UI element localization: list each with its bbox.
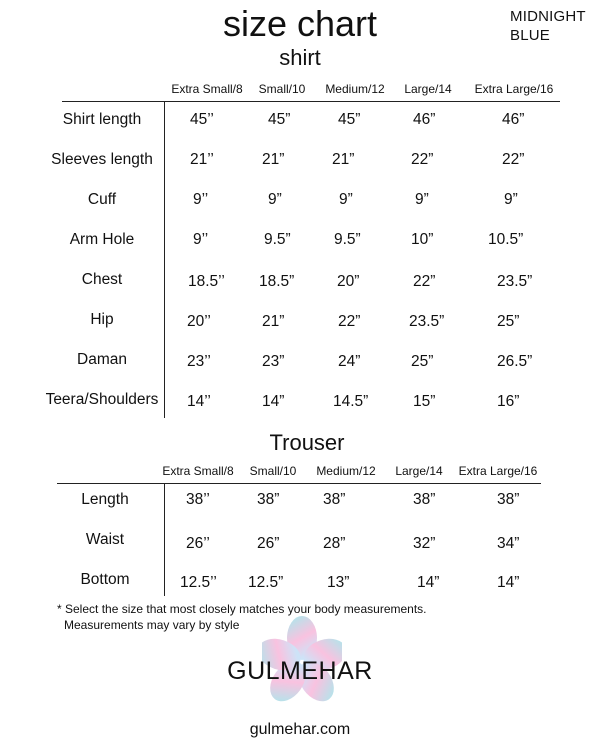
shirt-cell: 14” — [262, 393, 285, 410]
shirt-cell: 9’’ — [193, 191, 209, 208]
shirt-cell: 25” — [411, 353, 434, 370]
shirt-cell: 23.5” — [497, 273, 533, 290]
trouser-col-header: Extra Small/8 — [162, 464, 234, 478]
shirt-cell: 20’’ — [187, 313, 211, 330]
shirt-header-divider — [62, 101, 560, 102]
trouser-cell: 38” — [497, 491, 520, 508]
shirt-cell: 14.5” — [333, 393, 369, 410]
shirt-col-header: Extra Large/16 — [474, 82, 554, 96]
trouser-header-divider — [57, 483, 541, 484]
shirt-row-label: Sleeves length — [51, 151, 153, 168]
shirt-cell: 22” — [338, 313, 361, 330]
trouser-title: Trouser — [269, 430, 345, 455]
shirt-cell: 22” — [413, 273, 436, 290]
shirt-cell: 9.5” — [334, 231, 361, 248]
trouser-cell: 38” — [257, 491, 280, 508]
shirt-cell: 20” — [337, 273, 360, 290]
trouser-col-header: Small/10 — [249, 464, 297, 478]
shirt-cell: 14’’ — [187, 393, 211, 410]
shirt-row-label: Cuff — [87, 191, 117, 208]
shirt-cell: 22” — [502, 151, 525, 168]
brand-name: GULMEHAR — [227, 657, 373, 685]
trouser-row-label: Length — [81, 491, 129, 508]
trouser-row-label: Bottom — [80, 571, 130, 588]
shirt-cell: 10.5” — [488, 231, 524, 248]
shirt-cell: 18.5” — [259, 273, 295, 290]
shirt-cell: 45” — [268, 111, 291, 128]
shirt-cell: 9” — [268, 191, 282, 208]
trouser-col-header: Medium/12 — [316, 464, 376, 478]
shirt-row-label: Arm Hole — [69, 231, 135, 248]
shirt-cell: 9’’ — [193, 231, 209, 248]
trouser-cell: 28” — [323, 535, 346, 552]
trouser-cell: 38” — [323, 491, 346, 508]
trouser-row-label: Waist — [85, 531, 125, 548]
page-title: size chart — [222, 3, 378, 44]
shirt-cell: 22” — [411, 151, 434, 168]
page-subtitle: shirt — [279, 45, 321, 70]
shirt-cell: 16” — [497, 393, 520, 410]
shirt-label-divider — [164, 101, 165, 418]
color-name-line2: BLUE — [510, 27, 550, 44]
shirt-cell: 9.5” — [264, 231, 291, 248]
shirt-cell: 15” — [413, 393, 436, 410]
color-name-line1: MIDNIGHT — [510, 8, 586, 25]
shirt-col-header: Extra Small/8 — [171, 82, 243, 96]
shirt-cell: 21” — [262, 313, 285, 330]
shirt-cell: 46” — [502, 111, 525, 128]
shirt-cell: 24” — [338, 353, 361, 370]
shirt-row-label: Hip — [90, 311, 114, 328]
shirt-col-header: Large/14 — [404, 82, 452, 96]
trouser-cell: 14” — [497, 574, 520, 591]
trouser-cell: 26’’ — [186, 535, 210, 552]
trouser-col-header: Extra Large/16 — [458, 464, 538, 478]
shirt-cell: 21’’ — [190, 151, 214, 168]
shirt-cell: 45’’ — [190, 111, 214, 128]
shirt-cell: 9” — [504, 191, 518, 208]
trouser-cell: 12.5’’ — [180, 574, 217, 591]
shirt-cell: 26.5” — [497, 353, 533, 370]
shirt-row-label: Daman — [77, 351, 127, 368]
trouser-cell: 32” — [413, 535, 436, 552]
shirt-cell: 45” — [338, 111, 361, 128]
shirt-row-label: Teera/Shoulders — [45, 391, 159, 408]
shirt-cell: 25” — [497, 313, 520, 330]
trouser-label-divider — [164, 483, 165, 596]
trouser-cell: 34” — [497, 535, 520, 552]
trouser-cell: 26” — [257, 535, 280, 552]
trouser-cell: 14” — [417, 574, 440, 591]
shirt-cell: 9” — [339, 191, 353, 208]
website-link[interactable]: gulmehar.com — [249, 721, 351, 738]
shirt-cell: 23.5” — [409, 313, 445, 330]
shirt-cell: 10” — [411, 231, 434, 248]
shirt-cell: 21” — [332, 151, 355, 168]
size-note-line1: * Select the size that most closely matches your body measurements. — [57, 602, 427, 616]
shirt-col-header: Small/10 — [258, 82, 306, 96]
shirt-cell: 23’’ — [187, 353, 211, 370]
trouser-cell: 13” — [327, 574, 350, 591]
trouser-cell: 38” — [413, 491, 436, 508]
shirt-cell: 18.5’’ — [188, 273, 225, 290]
trouser-col-header: Large/14 — [395, 464, 443, 478]
shirt-row-label: Shirt length — [62, 111, 142, 128]
shirt-col-header: Medium/12 — [325, 82, 385, 96]
shirt-cell: 9” — [415, 191, 429, 208]
size-note-line2: Measurements may vary by style — [64, 618, 240, 632]
shirt-row-label: Chest — [81, 271, 123, 288]
shirt-cell: 23” — [262, 353, 285, 370]
trouser-cell: 38’’ — [186, 491, 210, 508]
shirt-cell: 21” — [262, 151, 285, 168]
trouser-cell: 12.5” — [248, 574, 284, 591]
shirt-cell: 46” — [413, 111, 436, 128]
